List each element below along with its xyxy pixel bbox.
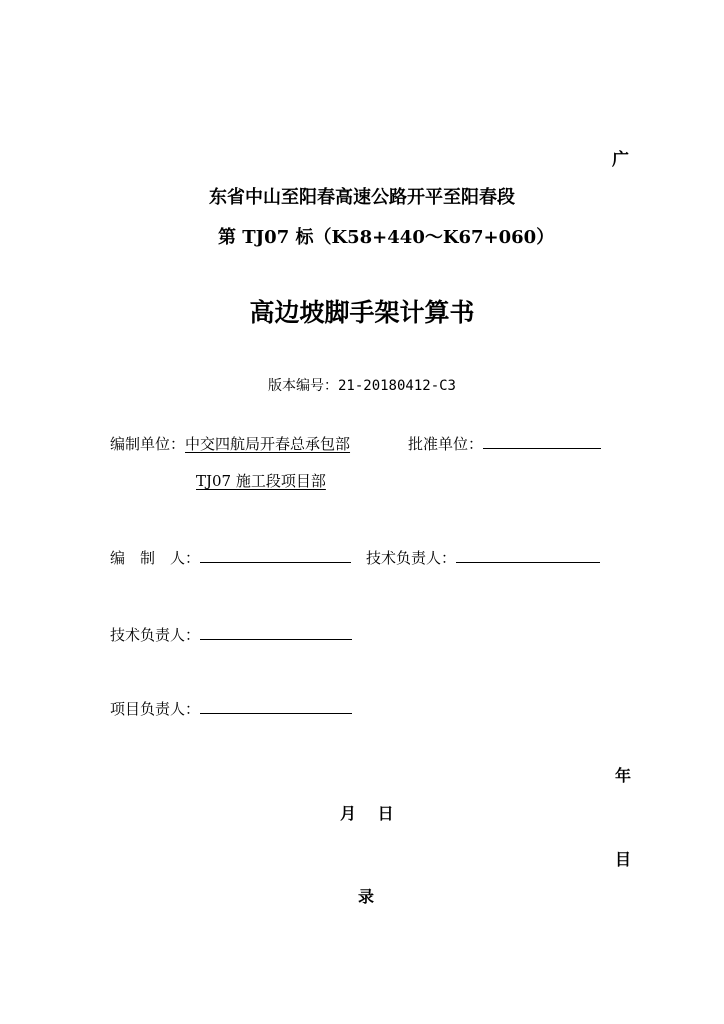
version-number: 版本编号：21-20180412-C3 [267, 378, 456, 394]
approve-unit-blank [483, 434, 601, 449]
tech-lead-blank [456, 548, 600, 563]
document-main-title: 高边坡脚手架计算书 [249, 298, 475, 327]
editor-label: 编 制 人： [110, 549, 201, 567]
tech-lead-label: 技术负责人： [366, 549, 457, 567]
toc-heading-mu: 目 [615, 850, 632, 869]
tech-lead-row-2 [110, 624, 352, 645]
approve-unit-row [408, 433, 601, 454]
project-title-line2: 第 TJ07 标（K58+440～K67+060） [218, 227, 555, 248]
compile-unit-label: 编制单位： [110, 435, 186, 453]
compile-unit-row [110, 433, 350, 454]
title-corner-char: 广 [612, 150, 629, 170]
approve-unit-label: 批准单位： [408, 435, 484, 453]
toc-heading-lu: 录 [358, 887, 375, 906]
tech-lead-row [366, 547, 600, 568]
date-month-day: 月 日 [340, 804, 394, 823]
editor-blank [200, 548, 351, 563]
compile-unit-row2 [196, 470, 326, 491]
project-lead-blank [200, 699, 352, 714]
compile-unit-value-line2: TJ07 施工段项目部 [196, 472, 326, 490]
date-year: 年 [615, 766, 632, 785]
compile-unit-value: 中交四航局开春总承包部 [185, 435, 351, 453]
project-lead-row [110, 698, 352, 719]
tech-lead-blank-2 [200, 625, 352, 640]
project-lead-label: 项目负责人： [110, 700, 201, 718]
editor-row [110, 547, 351, 568]
project-title-line1: 东省中山至阳春高速公路开平至阳春段 [209, 187, 515, 208]
tech-lead-label-2: 技术负责人： [110, 626, 201, 644]
